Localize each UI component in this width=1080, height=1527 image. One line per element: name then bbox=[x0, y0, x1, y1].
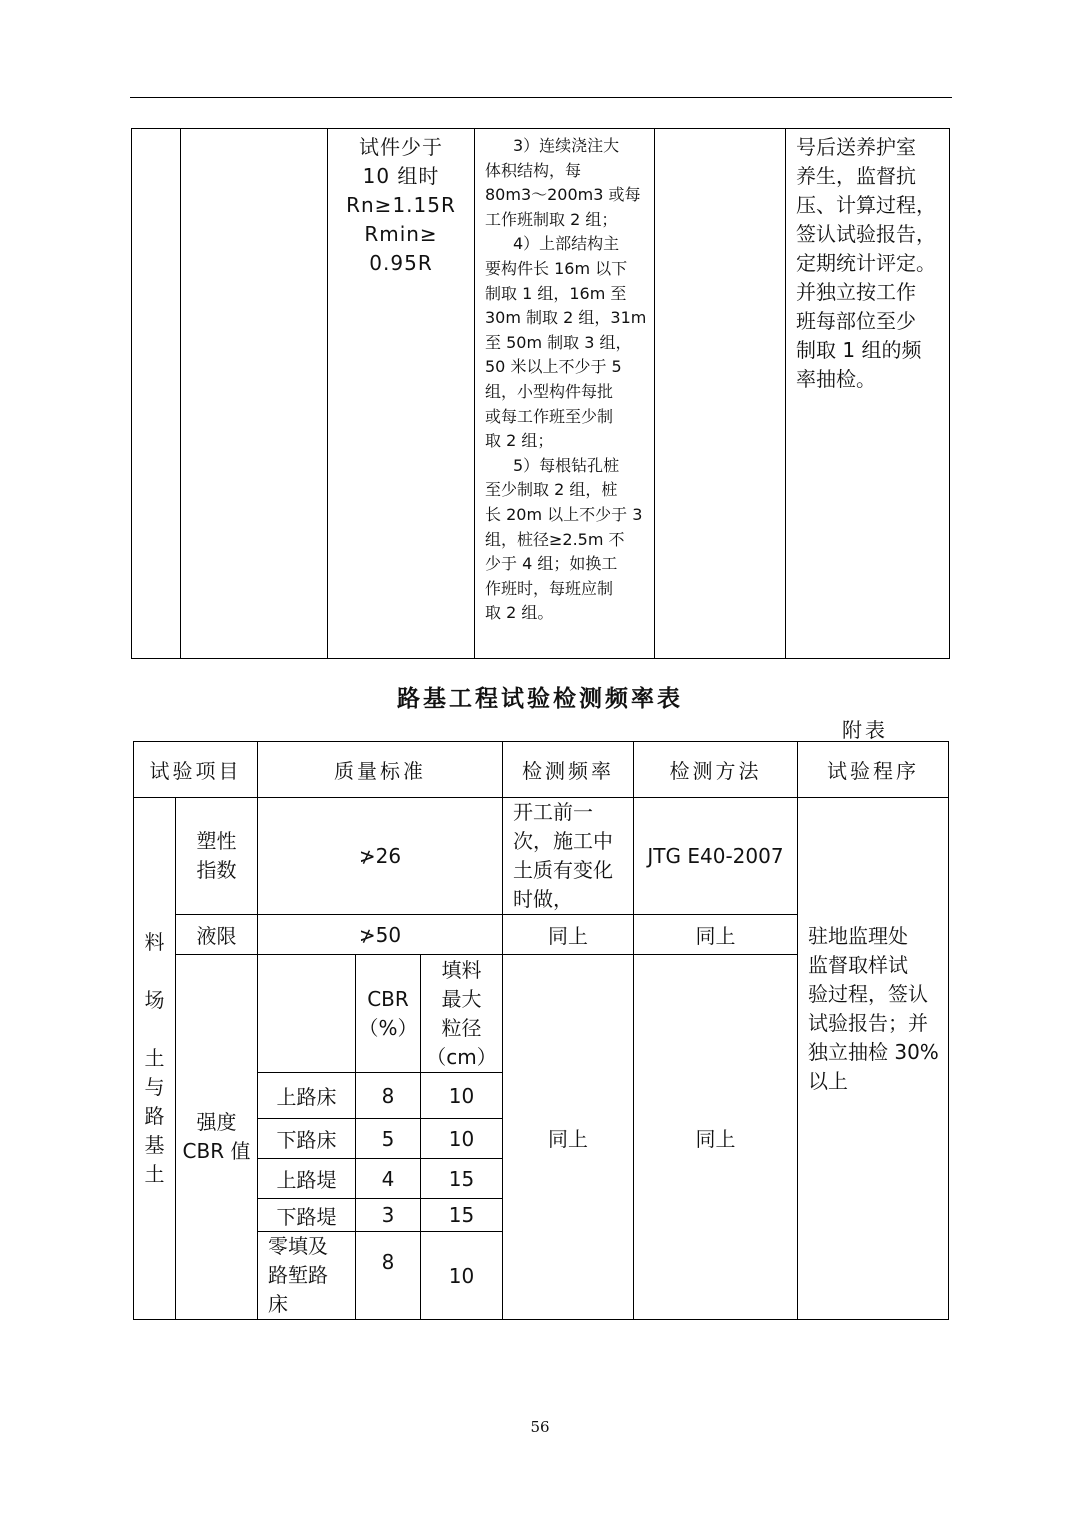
label-line: 指数 bbox=[196, 858, 237, 882]
group-char: 料 bbox=[144, 930, 165, 954]
label-line: 零填及 bbox=[268, 1234, 328, 1258]
text-line: 养生，监督抗 bbox=[796, 164, 916, 188]
appendix-label: 附表 bbox=[842, 718, 888, 742]
table-row bbox=[134, 798, 949, 915]
header-frequency: 检测频率 bbox=[503, 742, 634, 798]
label-line: 填料 bbox=[441, 957, 482, 982]
text-line: 率抽检。 bbox=[796, 367, 876, 391]
text-line: 验过程，签认 bbox=[808, 981, 928, 1006]
group-char: 与 bbox=[144, 1075, 165, 1099]
text-line: 工作班制取 2 组； bbox=[485, 209, 618, 229]
liquid-limit-label: 液限 bbox=[176, 915, 258, 955]
group-char: 场 bbox=[144, 988, 165, 1012]
text-line: 独立抽检 30% bbox=[808, 1039, 939, 1064]
text-line: 压、计算过程， bbox=[796, 193, 936, 217]
label-line: 塑性 bbox=[196, 829, 237, 853]
text-line: Rmin≥ bbox=[364, 222, 438, 246]
max-size-value: 10 bbox=[421, 1119, 503, 1159]
text-line: 土质有变化 bbox=[513, 858, 613, 882]
layer-name bbox=[258, 1232, 356, 1320]
text-line: 作班时，每班应制 bbox=[485, 578, 614, 598]
group-char: 土 bbox=[144, 1162, 165, 1186]
plasticity-method: JTG E40-2007 bbox=[634, 798, 798, 915]
label-line: 最大 bbox=[441, 986, 482, 1011]
label-line: 路堑路 bbox=[268, 1263, 328, 1287]
text-line: 取 2 组。 bbox=[485, 603, 554, 623]
text-line: 制取 1 组，16m 至 bbox=[485, 283, 627, 303]
liquid-limit-frequency: 同上 bbox=[503, 915, 634, 955]
frequency-table bbox=[133, 741, 949, 1320]
cbr-frequency: 同上 bbox=[503, 955, 634, 1320]
text-line: 30m 制取 2 组，31m bbox=[485, 308, 647, 328]
text-line: 体积结构，每 bbox=[485, 160, 582, 180]
text-line: 试件少于 bbox=[359, 135, 443, 159]
max-size-value: 15 bbox=[421, 1159, 503, 1199]
plasticity-frequency bbox=[503, 798, 634, 915]
page-number: 56 bbox=[530, 1418, 550, 1436]
label-line: 粒径 bbox=[441, 1015, 482, 1040]
label-line: CBR 值 bbox=[182, 1139, 251, 1163]
plasticity-label bbox=[176, 798, 258, 915]
header-procedure: 试验程序 bbox=[798, 742, 949, 798]
layer-name: 下路堤 bbox=[258, 1199, 356, 1232]
text-line: 80m3～200m3 或每 bbox=[485, 185, 641, 205]
text-line: 试验报告；并 bbox=[808, 1010, 928, 1035]
text-line: 驻地监理处 bbox=[808, 923, 908, 948]
text-line: 至 50m 制取 3 组， bbox=[485, 332, 632, 352]
text-line: 5）每根钻孔桩 bbox=[513, 455, 620, 475]
text-line: 并独立按工作 bbox=[796, 280, 916, 304]
header-rule bbox=[130, 97, 952, 98]
text-line: 取 2 组； bbox=[485, 431, 554, 451]
text-line: 3）连续浇注大 bbox=[513, 136, 620, 155]
max-size-value: 10 bbox=[421, 1073, 503, 1119]
text-line: 4）上部结构主 bbox=[513, 234, 620, 254]
cbr-value: 8 bbox=[356, 1073, 421, 1119]
cbr-method: 同上 bbox=[634, 955, 798, 1320]
continued-method bbox=[655, 129, 786, 659]
continued-col-2 bbox=[181, 129, 328, 659]
max-size-value: 15 bbox=[421, 1199, 503, 1232]
text-line: 班每部位至少 bbox=[796, 309, 916, 333]
label-line: 床 bbox=[268, 1292, 288, 1316]
group-label bbox=[134, 798, 176, 1320]
text-line: 组，桩径≥2.5m 不 bbox=[485, 529, 625, 549]
text-line: 开工前一 bbox=[513, 800, 593, 824]
continued-col-1 bbox=[132, 129, 181, 659]
text-line: 制取 1 组的频 bbox=[796, 338, 922, 362]
procedure-cell bbox=[798, 798, 949, 1320]
label-line: 强度 bbox=[196, 1110, 237, 1134]
continued-procedure bbox=[786, 129, 950, 659]
text-line: 0.95R bbox=[369, 251, 433, 275]
header-standard: 质量标准 bbox=[258, 742, 503, 798]
header-item: 试验项目 bbox=[134, 742, 258, 798]
text-line: 10 组时 bbox=[362, 164, 440, 188]
header-method: 检测方法 bbox=[634, 742, 798, 798]
layer-name: 上路床 bbox=[258, 1073, 356, 1119]
text-line: 次，施工中 bbox=[513, 829, 613, 853]
text-line: 少于 4 组；如换工 bbox=[485, 554, 618, 574]
label-line: （cm） bbox=[426, 1044, 497, 1069]
layer-name: 下路床 bbox=[258, 1119, 356, 1159]
cbr-value: 4 bbox=[356, 1159, 421, 1199]
continued-frequency bbox=[475, 129, 655, 659]
liquid-limit-standard: ≯50 bbox=[258, 915, 503, 955]
group-char: 路 bbox=[144, 1104, 165, 1128]
label-line: CBR bbox=[367, 986, 409, 1011]
continued-table bbox=[131, 128, 950, 659]
layer-name: 上路堤 bbox=[258, 1159, 356, 1199]
group-char: 基 bbox=[144, 1133, 165, 1157]
text-line: 定期统计评定。 bbox=[796, 251, 936, 275]
cbr-value: 5 bbox=[356, 1119, 421, 1159]
cbr-percent-header bbox=[356, 955, 421, 1073]
text-line: 号后送养护室 bbox=[796, 135, 916, 159]
cbr-blank-header bbox=[258, 955, 356, 1073]
group-char: 土 bbox=[144, 1046, 165, 1070]
text-line: 或每工作班至少制 bbox=[485, 406, 614, 426]
text-line: 长 20m 以上不少于 3 bbox=[485, 504, 643, 524]
plasticity-standard: ≯26 bbox=[258, 798, 503, 915]
text-line: Rn≥1.15R bbox=[346, 193, 456, 217]
max-size-value: 10 bbox=[421, 1232, 503, 1320]
text-line: 组，小型构件每批 bbox=[485, 381, 614, 401]
continued-quality-standard bbox=[328, 129, 475, 659]
text-line: 监督取样试 bbox=[808, 952, 908, 977]
text-line: 至少制取 2 组，桩 bbox=[485, 480, 618, 500]
text-line: 要构件长 16m 以下 bbox=[485, 258, 628, 278]
max-size-header bbox=[421, 955, 503, 1073]
table-title: 路基工程试验检测频率表 bbox=[397, 686, 683, 712]
text-line: 以上 bbox=[808, 1068, 848, 1093]
cbr-value: 3 bbox=[356, 1199, 421, 1232]
text-line: 签认试验报告， bbox=[796, 222, 936, 246]
cbr-value: 8 bbox=[356, 1232, 421, 1320]
text-line: 50 米以上不少于 5 bbox=[485, 357, 622, 377]
label-line: （%） bbox=[358, 1015, 418, 1040]
cbr-label bbox=[176, 955, 258, 1320]
header-row bbox=[134, 742, 949, 798]
text-line: 时做， bbox=[513, 887, 573, 911]
liquid-limit-method: 同上 bbox=[634, 915, 798, 955]
